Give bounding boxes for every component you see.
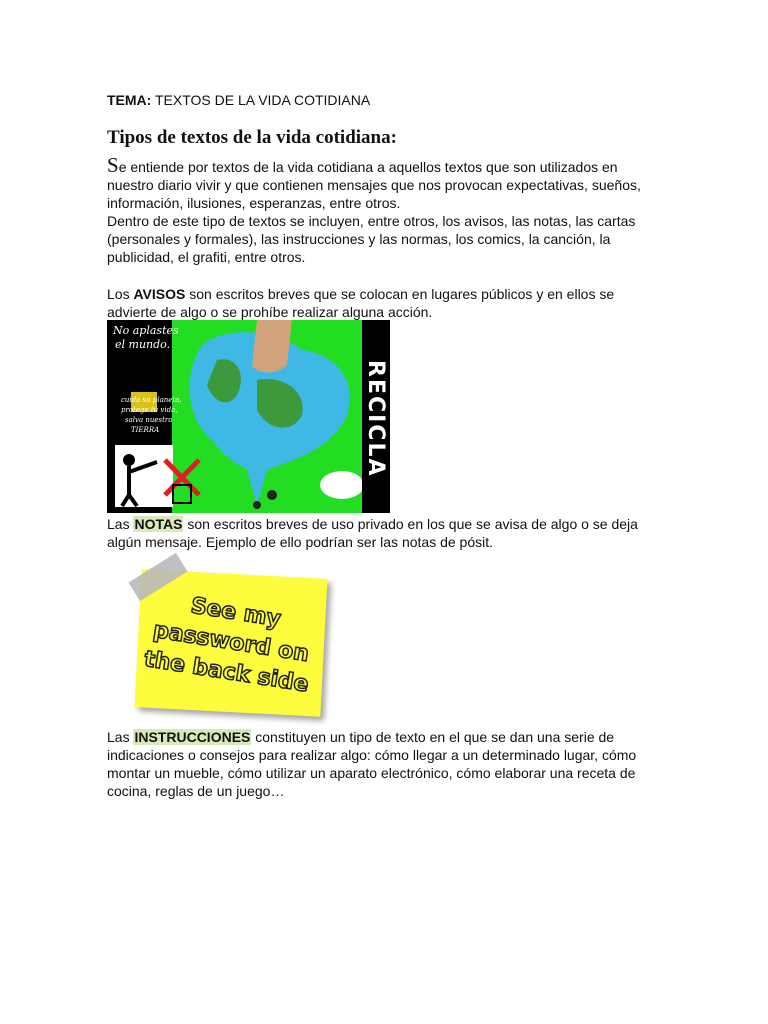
drop-cap: S bbox=[107, 153, 119, 177]
intro-text-2: Dentro de este tipo de textos se incluyen, entre otros, los avisos, las notas, las cartas (personales y formales), las instrucciones y las normas, los comics, la canción, la publicidad, el grafiti, entre otros. bbox=[107, 213, 636, 265]
sticky-note bbox=[135, 569, 328, 717]
topic-value: TEXTOS DE LA VIDA COTIDIANA bbox=[154, 92, 371, 108]
instrucciones-prefix: Las bbox=[107, 729, 134, 745]
notas-prefix: Las bbox=[107, 516, 134, 532]
intro-text-1 bbox=[107, 153, 667, 212]
intro-text-1-body: e entiende por textos de la vida cotidiana a aquellos textos que son utilizados en nuestro diario vivir y que contienen mensajes que nos provocan expectativas, sueños, información, ilusiones, esperanzas, entre otros. bbox=[107, 159, 641, 211]
avisos-keyword: AVISOS bbox=[133, 286, 186, 302]
poster-line-4: protege tú vida, bbox=[121, 406, 178, 414]
instrucciones-paragraph bbox=[107, 728, 667, 800]
page-heading: Tipos de textos de la vida cotidiana: bbox=[107, 127, 397, 148]
poster-line-3: cuida su planeta, bbox=[121, 396, 182, 404]
intro-paragraph bbox=[107, 153, 667, 266]
poster-line-2: el mundo. bbox=[115, 338, 171, 351]
poster-line-1: No aplastes bbox=[113, 324, 179, 337]
notas-text: son escritos breves de uso privado en los que se avisa de algo o se deja algún mensaje. Ejemplo de ello podrían ser las notas de pósit. bbox=[107, 516, 638, 550]
instrucciones-text: constituyen un tipo de texto en el que se dan una serie de indicaciones o consejos para realizar algo: cómo llegar a un determinado lugar, cómo montar un mueble, cómo utilizar un aparato electrónico, cómo elaborar una receta de cocina, reglas de un juego… bbox=[107, 729, 637, 799]
poster-line-5: salva nuestra bbox=[125, 416, 173, 424]
instrucciones-keyword: INSTRUCCIONES bbox=[134, 729, 251, 745]
avisos-paragraph bbox=[107, 285, 667, 321]
topic-line bbox=[107, 92, 370, 108]
poster-line-6: TIERRA bbox=[131, 426, 160, 434]
avisos-text: son escritos breves que se colocan en lugares públicos y en ellos se advierte de algo o se prohíbe realizar alguna acción. bbox=[107, 286, 615, 320]
notas-keyword: NOTAS bbox=[134, 516, 183, 532]
sticky-note-image bbox=[126, 560, 336, 730]
poster-side-label: RECICLA bbox=[362, 328, 388, 510]
recycle-poster-image bbox=[107, 320, 390, 513]
sticky-note-text: See my password on the back side bbox=[142, 593, 311, 698]
notas-paragraph bbox=[107, 515, 667, 551]
avisos-prefix: Los bbox=[107, 286, 134, 302]
topic-label: TEMA: bbox=[107, 92, 152, 108]
